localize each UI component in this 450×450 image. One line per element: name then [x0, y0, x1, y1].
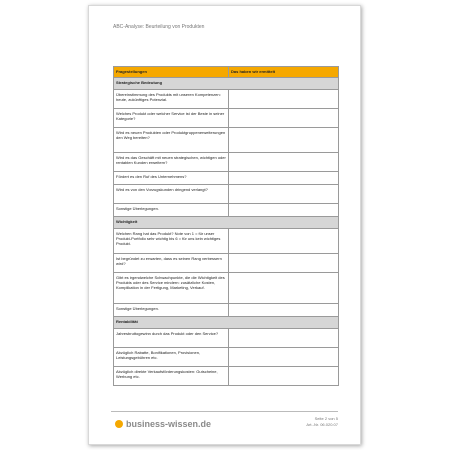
question-cell: Wird es neuen Produkten oder Produktgruppenerweiterungen den Weg bereiten? [114, 128, 229, 153]
question-cell: Welches Produkt oder welcher Service ist der Beste in seiner Kategorie? [114, 109, 229, 128]
question-cell: Jahresbruttogewinn durch das Produkt oder den Service? [114, 329, 229, 348]
answer-cell[interactable] [229, 153, 339, 172]
table-row [114, 254, 339, 273]
answer-cell[interactable] [229, 109, 339, 128]
table-row [114, 273, 339, 304]
question-cell: Welchen Rang hat das Produkt? Note von 1 = für unser Produkt-Portfolio sehr wichtig bis 6 = für uns kein wichtiges Produkt. [114, 229, 229, 254]
table-row [114, 185, 339, 204]
header-findings: Das haben wir ermittelt [229, 67, 339, 78]
table-row [114, 109, 339, 128]
table-row [114, 128, 339, 153]
table-header-row [114, 67, 339, 78]
question-cell: Wird es von den Vorzugskunden dringend verlangt? [114, 185, 229, 204]
document-title: ABC-Analyse: Beurteilung von Produkten [113, 24, 205, 30]
answer-cell[interactable] [229, 254, 339, 273]
section-row [114, 217, 339, 229]
answer-cell[interactable] [229, 273, 339, 304]
section-title: Wichtigkeit [114, 217, 339, 229]
answer-cell[interactable] [229, 185, 339, 204]
section-title: Strategische Bedeutung [114, 78, 339, 90]
table-row [114, 90, 339, 109]
answer-cell[interactable] [229, 329, 339, 348]
answer-cell[interactable] [229, 367, 339, 386]
question-cell: Fördert es den Ruf des Unternehmens? [114, 172, 229, 185]
answer-cell[interactable] [229, 128, 339, 153]
header-questions: Fragestellungen [114, 67, 229, 78]
table-row [114, 348, 339, 367]
table-row [114, 172, 339, 185]
question-cell: Abzüglich Rabatte, Bonifikationen, Provisionen, Leistungsgebühren etc. [114, 348, 229, 367]
section-title: Rentabilität [114, 317, 339, 329]
answer-cell[interactable] [229, 90, 339, 109]
question-cell: Ist begründet zu erwarten, dass es seinen Rang verbessern wird? [114, 254, 229, 273]
logo-dot-icon [115, 420, 123, 428]
page-info [306, 416, 338, 428]
table-row [114, 329, 339, 348]
answer-cell[interactable] [229, 172, 339, 185]
question-cell: Gibt es irgendwelche Schwachpunkte, die die Wichtigkeit des Produkts oder des Service mindern: zusätzliche Kosten, Komplikation in der Fertigung, Marketing, Verkauf. [114, 273, 229, 304]
table-row [114, 304, 339, 317]
question-cell: Sonstige Überlegungen. [114, 304, 229, 317]
answer-cell[interactable] [229, 204, 339, 217]
answer-cell[interactable] [229, 304, 339, 317]
answer-cell[interactable] [229, 348, 339, 367]
answer-cell[interactable] [229, 229, 339, 254]
table-row [114, 229, 339, 254]
question-cell: Wird es das Geschäft mit neuen strategischen, wichtigen oder rentablen Kunden erweitern? [114, 153, 229, 172]
table-row [114, 367, 339, 386]
question-cell: Übereinstimmung des Produkts mit unseren Kompetenzen: heute, zukünftiges Potenzial. [114, 90, 229, 109]
article-number: Art.-Nr. 06.020.07 [306, 422, 338, 427]
logo [115, 419, 211, 429]
question-cell: Abzüglich direkte Verkaufsförderungskosten: Gutscheine, Werbung etc. [114, 367, 229, 386]
question-table [113, 66, 339, 386]
table-row [114, 153, 339, 172]
footer-divider [111, 411, 338, 412]
section-row [114, 78, 339, 90]
question-cell: Sonstige Überlegungen. [114, 204, 229, 217]
document-page [88, 5, 361, 445]
page-number: Seite 2 von 5 [314, 416, 338, 421]
table-row [114, 204, 339, 217]
section-row [114, 317, 339, 329]
logo-text: business-wissen.de [126, 419, 212, 429]
